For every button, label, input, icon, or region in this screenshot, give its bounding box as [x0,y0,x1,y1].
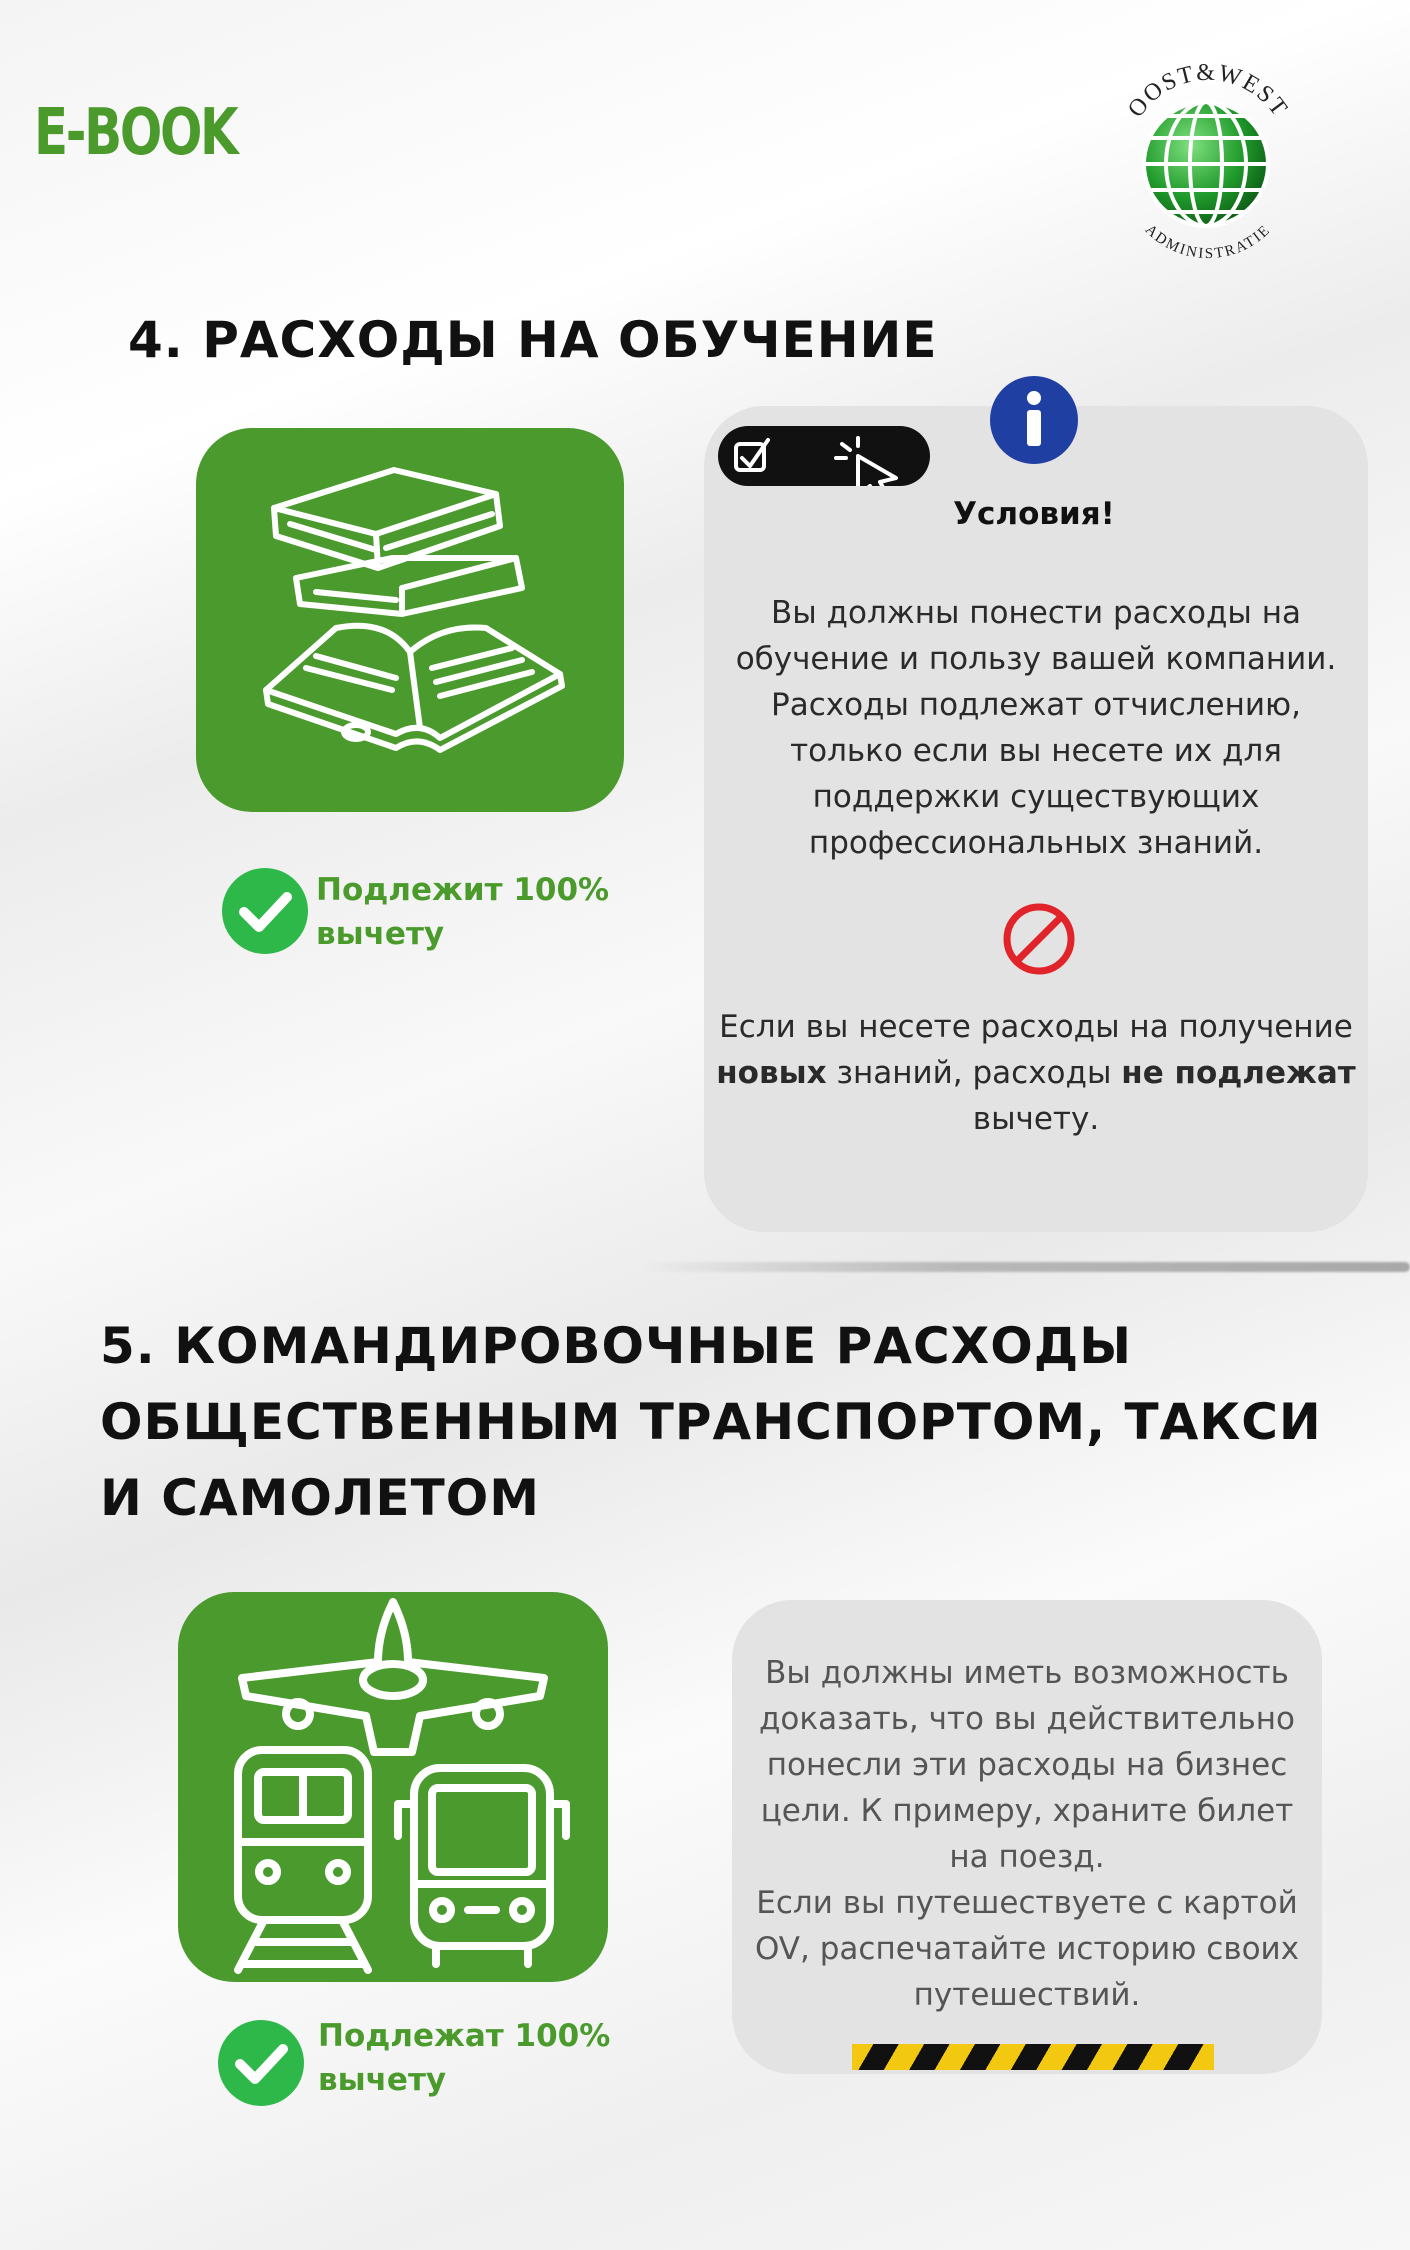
section-divider [640,1262,1410,1272]
hazard-stripe [852,2044,1214,2070]
company-logo [1108,60,1308,260]
books-icon [196,428,624,812]
section5-title: 5. КОМАНДИРОВОЧНЫЕ РАСХОДЫ ОБЩЕСТВЕННЫМ ТРАНСПОРТОМ, ТАКСИ И САМОЛЕТОМ [100,1317,1322,1527]
section4-tile [196,428,624,812]
logo-bottom-text: ADMINISTRATIE [1141,221,1275,260]
conditions-heading: Условия! [953,496,1115,532]
toggle-pill [718,426,930,486]
check-circle-icon [216,2018,306,2108]
warning-bold-new: новых [716,1055,827,1091]
section5-paragraph2: Если вы путешествуете с картой OV, распечатайте историю своих путешествий. [754,1885,1300,2013]
section5-deduction-label: Подлежат 100% вычету [318,2018,611,2098]
warning-part1: Если вы несете расходы на получение [719,1009,1353,1045]
warning-part3: вычету. [972,1101,1100,1137]
ebook-label: E-BOOK [34,96,237,170]
section4-deduction-label: Подлежит 100% вычету [316,872,610,952]
cursor-click-icon [836,438,858,458]
info-icon [988,374,1080,466]
section5-tile [178,1592,608,1982]
warning-part2: знаний, расходы [826,1055,1122,1091]
plane-train-bus-icon [178,1592,608,1982]
section4-title: 4. РАСХОДЫ НА ОБУЧЕНИЕ [128,311,938,369]
logo-top-text: OOST&WEST [1123,60,1294,123]
prohibited-icon [1000,900,1078,978]
check-circle-icon [220,866,310,956]
warning-text [716,1004,1356,1142]
conditions-paragraph: Вы должны понести расходы на обучение и пользу вашей компании. Расходы подлежат отчислению, только если вы несете их для поддержки существующих профессиональных знаний. [735,595,1337,861]
section5-paragraph1: Вы должны иметь возможность доказать, что вы действительно понесли эти расходы на бизнес цели. К примеру, храните билет на поезд. [758,1655,1296,1875]
checkbox-checked-icon [736,440,768,470]
globe-grid-icon [1108,60,1308,260]
warning-bold-not: не подлежат [1121,1055,1356,1091]
